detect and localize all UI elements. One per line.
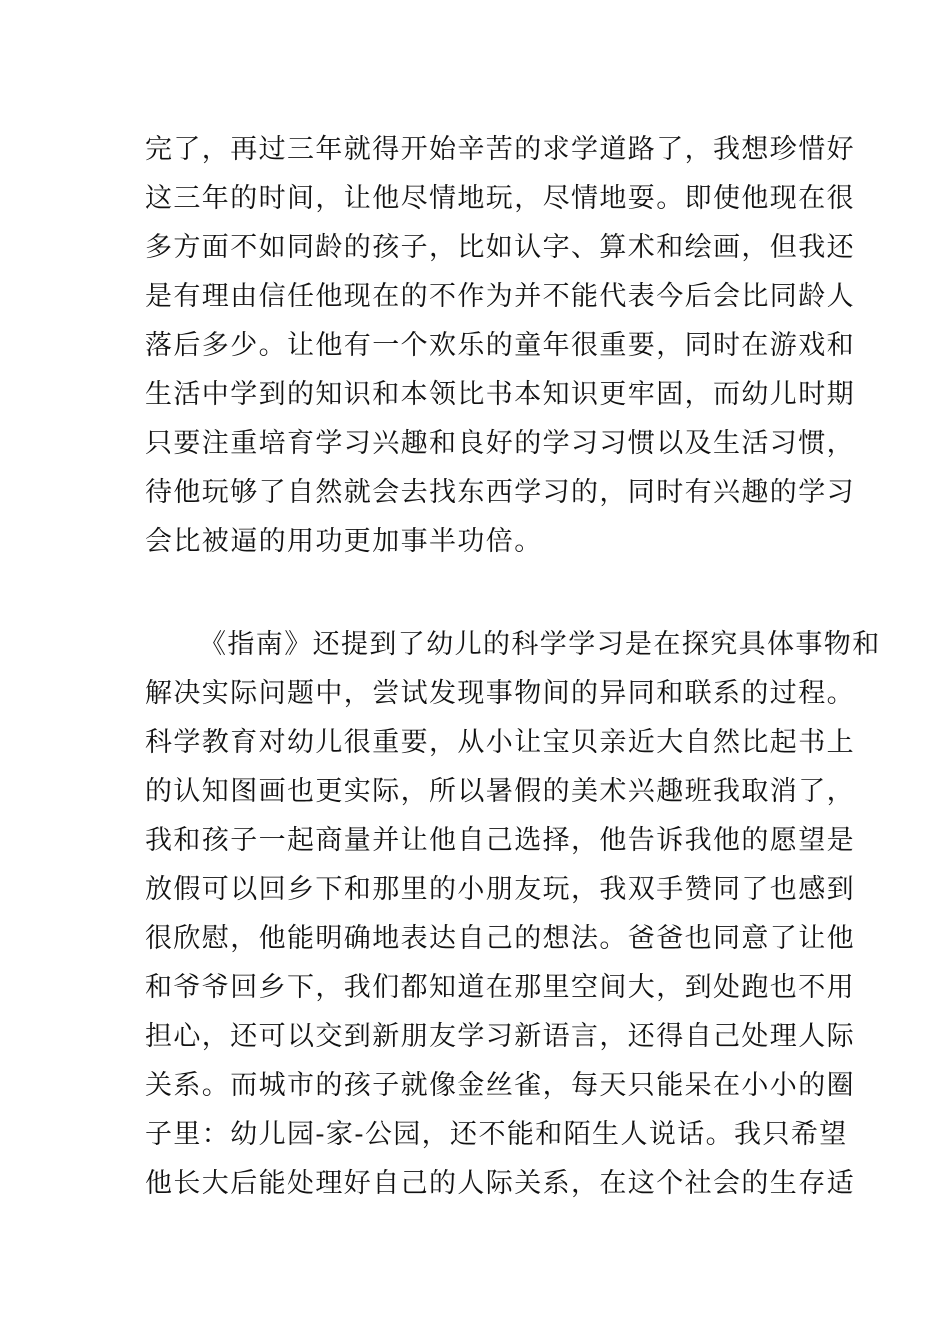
text-line: 我和孩子一起商量并让他自己选择，他告诉我他的愿望是	[145, 825, 855, 856]
text-line: 这三年的时间，让他尽情地玩，尽情地耍。即使他现在很	[145, 183, 855, 214]
text-line: 和爷爷回乡下，我们都知道在那里空间大，到处跑也不用	[145, 972, 855, 1003]
text-line: 落后多少。让他有一个欢乐的童年很重要，同时在游戏和	[145, 330, 855, 361]
text-line: 子里：幼儿园-家-公园，还不能和陌生人说话。我只希望	[145, 1119, 848, 1150]
text-line: 担心，还可以交到新朋友学习新语言，还得自己处理人际	[145, 1021, 855, 1052]
text-line: 是有理由信任他现在的不作为并不能代表今后会比同龄人	[145, 281, 855, 312]
text-line: 科学教育对幼儿很重要，从小让宝贝亲近大自然比起书上	[145, 727, 855, 758]
text-line: 生活中学到的知识和本领比书本知识更牢固，而幼儿时期	[145, 379, 855, 410]
text-line: 解决实际问题中，尝试发现事物间的异同和联系的过程。	[145, 678, 855, 709]
text-line: 只要注重培育学习兴趣和良好的学习习惯以及生活习惯，	[145, 428, 855, 459]
text-line: 《指南》还提到了幼儿的科学学习是在探究具体事物和	[199, 629, 881, 660]
text-line: 待他玩够了自然就会去找东西学习的，同时有兴趣的学习	[145, 477, 855, 508]
text-line: 的认知图画也更实际，所以暑假的美术兴趣班我取消了，	[145, 776, 855, 807]
text-line: 很欣慰，他能明确地表达自己的想法。爸爸也同意了让他	[145, 923, 855, 954]
text-line: 完了，再过三年就得开始辛苦的求学道路了，我想珍惜好	[145, 134, 855, 165]
text-line: 他长大后能处理好自己的人际关系，在这个社会的生存适	[145, 1168, 855, 1199]
text-line: 关系。而城市的孩子就像金丝雀，每天只能呆在小小的圈	[145, 1070, 855, 1101]
text-line: 会比被逼的用功更加事半功倍。	[145, 526, 543, 557]
text-line: 多方面不如同龄的孩子，比如认字、算术和绘画，但我还	[145, 232, 855, 263]
text-line: 放假可以回乡下和那里的小朋友玩，我双手赞同了也感到	[145, 874, 855, 905]
